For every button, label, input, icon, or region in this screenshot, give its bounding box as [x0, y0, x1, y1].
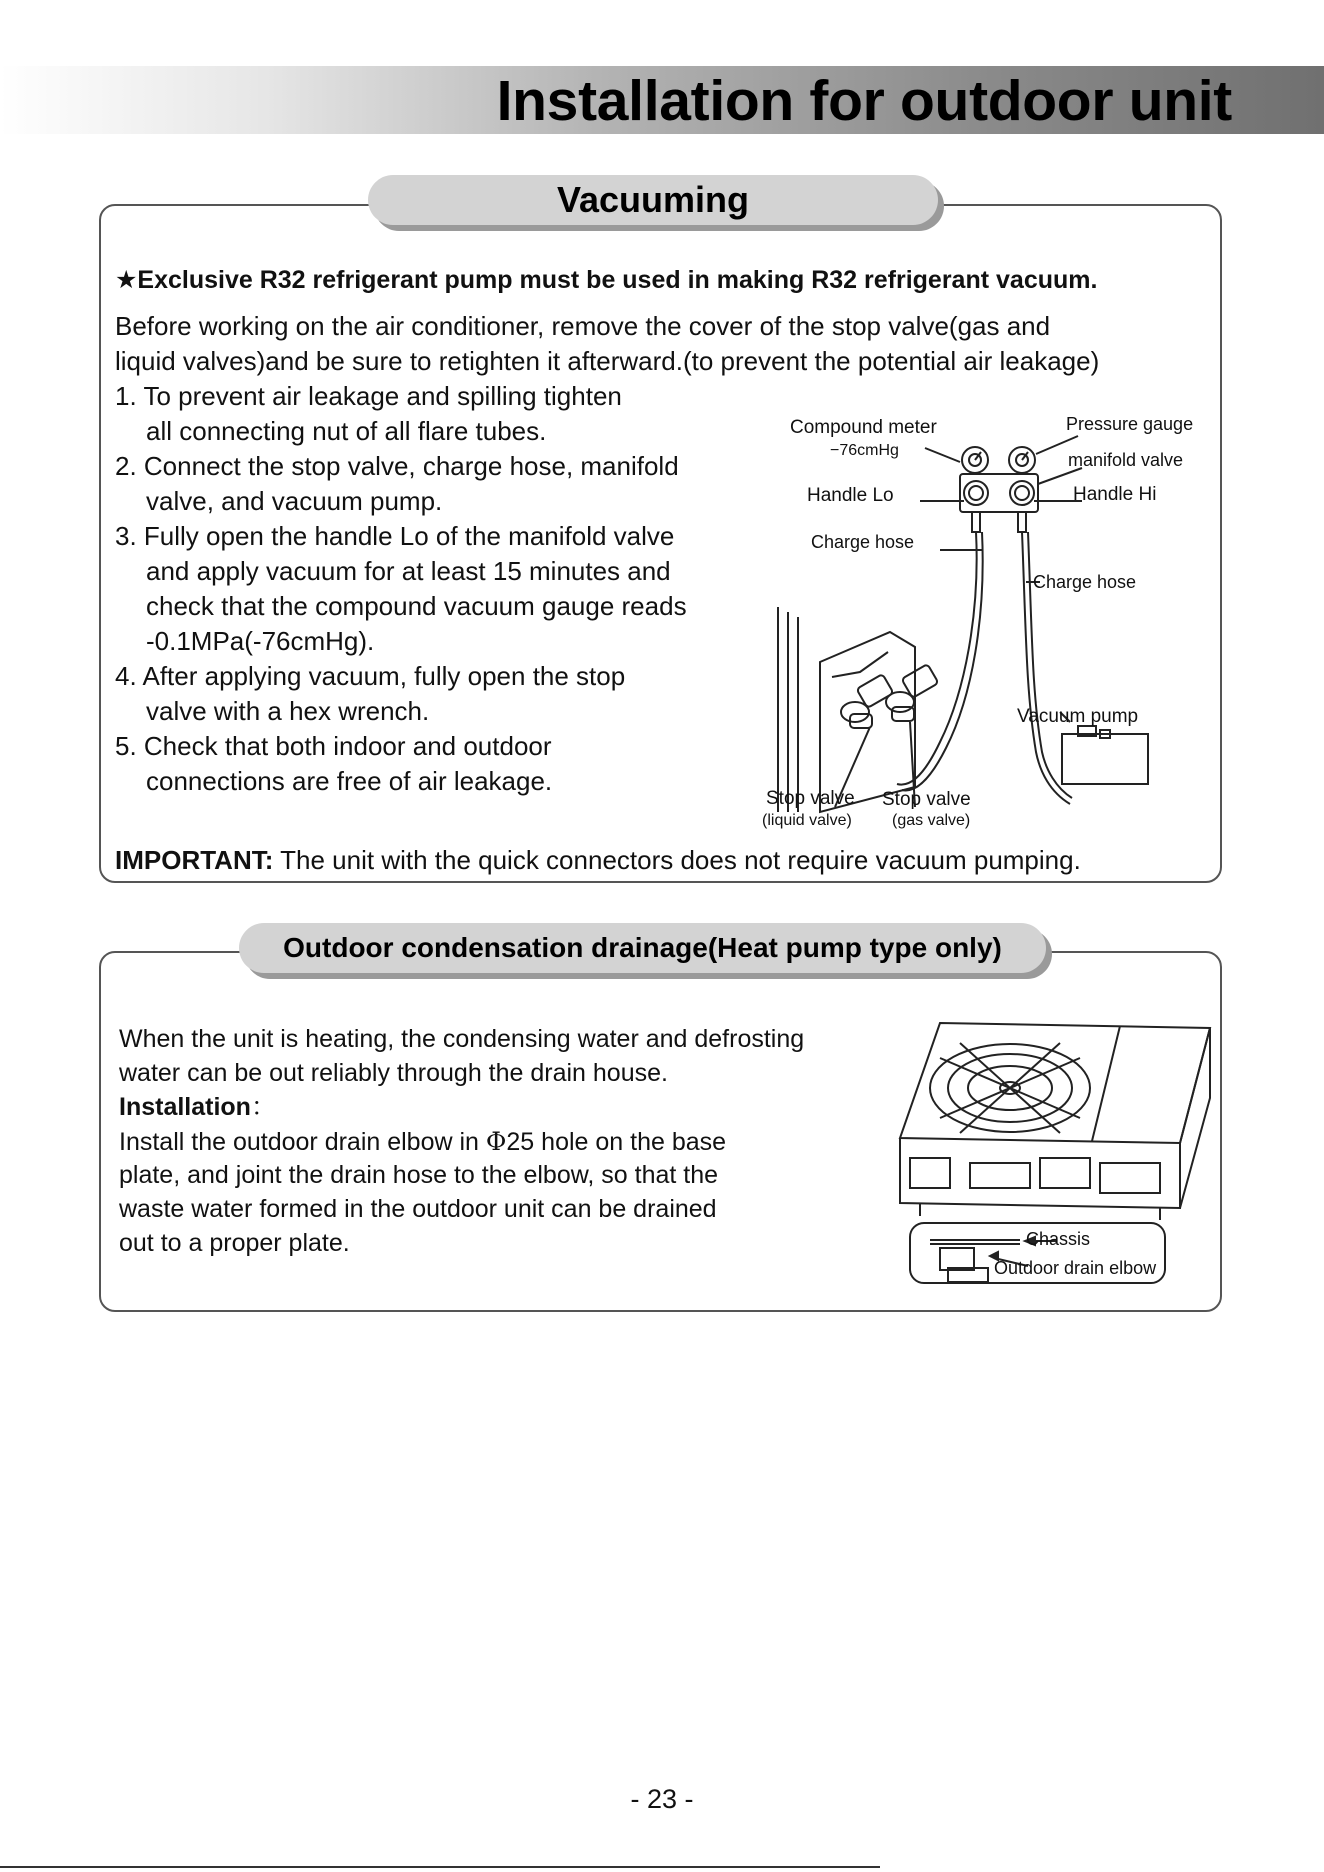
installation-colon: ： — [250, 1093, 276, 1121]
phi-symbol: Φ — [485, 1127, 507, 1156]
drainage-line-2: water can be out reliably through the drain house. — [119, 1059, 668, 1087]
step-3-cont-3: -0.1MPa(-76cmHg). — [146, 626, 375, 656]
handle-hi-label: Handle Hi — [1073, 484, 1157, 505]
intro-line-2: liquid valves)and be sure to retighten it afterward.(to prevent the potential air leakage) — [115, 346, 1100, 376]
drainage-line-5: waste water formed in the outdoor unit can be drained — [119, 1195, 717, 1223]
chassis-label: Chassis — [1026, 1229, 1091, 1249]
important-text: The unit with the quick connectors does not require vacuum pumping. — [273, 845, 1081, 875]
installation-label: Installation — [119, 1093, 251, 1121]
bottom-rule — [0, 1866, 880, 1868]
compound-meter-label: Compound meter — [790, 417, 937, 438]
manifold-valve-label: manifold valve — [1068, 450, 1184, 470]
charge-hose-right-label: Charge hose — [1033, 572, 1137, 592]
gauge-reading-label: −76cmHg — [830, 442, 899, 459]
handle-lo-label: Handle Lo — [807, 485, 894, 506]
installation-heading — [119, 1090, 276, 1125]
important-label: IMPORTANT: — [115, 845, 274, 875]
page-title: Installation for outdoor unit — [496, 69, 1232, 133]
drainage-line-3b-text: 25 hole on the base — [506, 1128, 727, 1156]
vacuum-diagram — [760, 412, 1220, 842]
important-note — [115, 843, 1081, 878]
drainage-line-4: plate, and joint the drain hose to the elbow, so that the — [119, 1161, 719, 1189]
charge-hose-left-label: Charge hose — [811, 532, 915, 552]
stop-valve-liquid-label: Stop valve — [766, 788, 855, 809]
step-5-cont: connections are free of air leakage. — [146, 766, 553, 796]
step-1: 1. To prevent air leakage and spilling tighten — [115, 381, 622, 411]
r32-warning: ★Exclusive R32 refrigerant pump must be used in making R32 refrigerant vacuum. — [115, 266, 1098, 294]
drainage-line-6: out to a proper plate. — [119, 1229, 350, 1257]
step-4-cont: valve with a hex wrench. — [146, 696, 430, 726]
vacuum-pump-label: Vacuum pump — [1017, 706, 1139, 727]
vacuuming-heading: Vacuuming — [368, 175, 938, 225]
step-3-cont-2: check that the compound vacuum gauge reads — [146, 591, 687, 621]
drain-elbow-label: Outdoor drain elbow — [994, 1258, 1157, 1278]
drainage-line-1: When the unit is heating, the condensing water and defrosting — [119, 1025, 805, 1053]
step-3-cont-1: and apply vacuum for at least 15 minutes and — [146, 556, 671, 586]
step-3: 3. Fully open the handle Lo of the manifold valve — [115, 521, 675, 551]
step-1-cont: all connecting nut of all flare tubes. — [146, 416, 547, 446]
stop-valve-gas-label: Stop valve — [882, 789, 971, 810]
gas-valve-label: (gas valve) — [892, 812, 971, 829]
pressure-gauge-label: Pressure gauge — [1066, 414, 1194, 434]
drainage-line-3 — [119, 1124, 726, 1160]
step-2: 2. Connect the stop valve, charge hose, manifold — [115, 451, 679, 481]
drainage-line-3-text: Install the outdoor drain elbow in — [119, 1128, 486, 1156]
page-number: - 23 - — [630, 1784, 694, 1814]
intro-line-1: Before working on the air conditioner, remove the cover of the stop valve(gas and — [115, 311, 1051, 341]
step-5: 5. Check that both indoor and outdoor — [115, 731, 552, 761]
drainage-heading: Outdoor condensation drainage(Heat pump type only) — [239, 923, 1046, 973]
step-2-cont: valve, and vacuum pump. — [146, 486, 443, 516]
liquid-valve-label: (liquid valve) — [762, 812, 852, 829]
step-4: 4. After applying vacuum, fully open the stop — [115, 661, 626, 691]
